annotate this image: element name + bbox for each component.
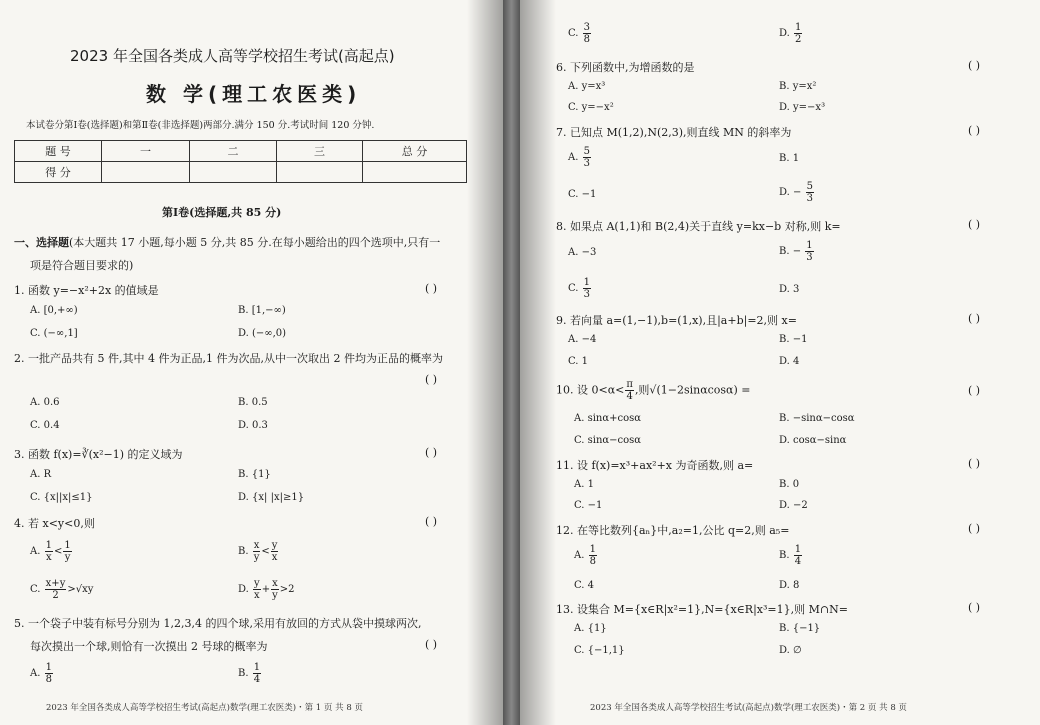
fraction-numerator: 1 xyxy=(45,662,52,673)
instruction-text: (本大题共 17 小题,每小题 5 分,共 85 分.在每小题给出的四个选项中,只有一 xyxy=(69,236,441,249)
fraction xyxy=(253,540,261,563)
answer-paren: ( ) xyxy=(968,522,981,535)
q10-option-a: A. sinα+cosα xyxy=(574,413,641,424)
fraction-denominator: 3 xyxy=(583,158,590,169)
fraction-denominator: 8 xyxy=(45,674,52,685)
q8-option-d: D. 3 xyxy=(779,284,800,295)
q5-stem-line-2: 每次摸出一个球,则恰有一次摸出 2 号球的概率为 xyxy=(30,640,268,653)
answer-paren: ( ) xyxy=(425,515,438,528)
q2-stem: 2. 一批产品共有 5 件,其中 4 件为正品,1 件为次品,从中一次取出 2 件均为正品的概率为 xyxy=(14,352,443,365)
fraction-denominator: y xyxy=(253,552,260,563)
answer-paren: ( ) xyxy=(968,59,981,72)
q1-option-d: D. (−∞,0) xyxy=(238,328,287,339)
answer-paren: ( ) xyxy=(968,312,981,325)
fraction-denominator: 4 xyxy=(253,674,261,685)
fraction xyxy=(583,277,591,300)
q1-option-c: C. (−∞,1] xyxy=(30,328,78,339)
option-label: B. xyxy=(238,668,249,679)
fraction-numerator: y xyxy=(271,540,278,551)
exam-title: 2023 年全国各类成人高等学校招生考试(高起点) xyxy=(70,47,395,65)
q4-stem: 4. 若 x<y<0,则 xyxy=(14,517,95,530)
fraction-denominator: x xyxy=(45,552,52,563)
fraction-numerator: 5 xyxy=(583,146,590,157)
fraction-numerator: π xyxy=(626,379,633,390)
score-table xyxy=(14,140,467,183)
q4-option-d xyxy=(238,578,294,601)
q3-option-a: A. R xyxy=(30,469,52,480)
fraction-numerator: 1 xyxy=(794,544,802,555)
option-label: A. xyxy=(30,668,41,679)
q2-option-b: B. 0.5 xyxy=(238,397,268,408)
score-table-header-row xyxy=(15,141,467,162)
option-label: A. xyxy=(30,546,41,557)
q10-option-d: D. cosα−sinα xyxy=(779,435,847,446)
q6-option-b: B. y=x² xyxy=(779,81,817,92)
q3-stem: 3. 函数 f(x)=∛(x²−1) 的定义域为 xyxy=(14,448,183,461)
fraction-denominator: 8 xyxy=(583,34,591,45)
fraction-numerator: y xyxy=(254,578,260,589)
q7-option-a xyxy=(568,146,592,169)
score-cell: 得 分 xyxy=(15,162,102,183)
page-footer: 2023 年全国各类成人高等学校招生考试(高起点)数学(理工农医类)・第 2 页 共 8 页 xyxy=(590,703,907,713)
q13-option-b: B. {−1} xyxy=(779,623,821,634)
q5-option-b xyxy=(238,662,262,685)
fraction-numerator: 1 xyxy=(64,540,71,551)
fraction-numerator: x xyxy=(253,540,260,551)
q7-stem: 7. 已知点 M(1,2),N(2,3),则直线 MN 的斜率为 xyxy=(556,126,792,139)
answer-paren: ( ) xyxy=(968,384,981,397)
fraction-denominator: x xyxy=(254,590,260,601)
q13-option-d: D. ∅ xyxy=(779,645,802,656)
score-cell: 三 xyxy=(277,141,363,162)
fraction xyxy=(806,181,814,204)
q3-option-b: B. {1} xyxy=(238,469,271,480)
fraction xyxy=(583,146,591,169)
fraction-numerator: 1 xyxy=(583,277,591,288)
q11-stem: 11. 设 f(x)=x³+ax²+x 为奇函数,则 a= xyxy=(556,459,754,472)
option-label: D. xyxy=(238,584,249,595)
instruction-line-1 xyxy=(14,234,440,250)
fraction xyxy=(583,22,591,45)
option-label: C. xyxy=(568,283,579,294)
q13-option-a: A. {1} xyxy=(574,623,607,634)
fraction-numerator: 1 xyxy=(45,540,52,551)
q7-option-c: C. −1 xyxy=(568,189,597,200)
stem-text: ,则√(1−2sinαcosα) = xyxy=(634,383,751,397)
q1-stem: 1. 函数 y=−x²+2x 的值域是 xyxy=(14,284,159,297)
answer-paren: ( ) xyxy=(968,124,981,137)
operator: < xyxy=(53,546,63,557)
left-page xyxy=(0,0,503,725)
q12-option-a xyxy=(574,544,598,567)
answer-paren: ( ) xyxy=(968,218,981,231)
q5-option-a xyxy=(30,662,54,685)
stem-text: 10. 设 0<α< xyxy=(556,383,625,397)
fraction-denominator: y xyxy=(272,590,278,601)
score-cell: 总 分 xyxy=(363,141,467,162)
q8-option-b xyxy=(779,240,815,263)
option-label: D. xyxy=(779,28,790,39)
book-gutter xyxy=(503,0,520,725)
q3-option-c: C. {x||x|≤1} xyxy=(30,492,93,503)
expression: >√xy xyxy=(67,584,94,595)
fraction-numerator: 1 xyxy=(795,22,802,33)
q12-option-b xyxy=(779,544,803,567)
q9-stem: 9. 若向量 a=(1,−1),b=(1,x),且|a+b|=2,则 x= xyxy=(556,314,797,327)
q5-option-d xyxy=(779,22,803,45)
q4-option-c xyxy=(30,578,93,601)
q9-option-d: D. 4 xyxy=(779,356,800,367)
fraction-denominator: x xyxy=(271,552,278,563)
fraction-numerator: 1 xyxy=(589,544,596,555)
fraction xyxy=(253,662,261,685)
expression: >2 xyxy=(279,584,295,595)
q11-option-c: C. −1 xyxy=(574,500,603,511)
q12-stem: 12. 在等比数列{aₙ}中,a₂=1,公比 q=2,则 a₅= xyxy=(556,524,790,537)
q6-option-a: A. y=x³ xyxy=(568,81,606,92)
fraction-numerator: 1 xyxy=(253,662,261,673)
fraction xyxy=(271,540,279,563)
fraction-denominator: 8 xyxy=(589,556,596,567)
fraction-numerator: 3 xyxy=(583,22,591,33)
fraction-denominator: 3 xyxy=(583,289,591,300)
subject-title: 数 学(理工农医类) xyxy=(146,82,362,106)
q4-option-a xyxy=(30,540,73,563)
option-label: B. − xyxy=(779,246,802,257)
fraction-denominator: 4 xyxy=(626,391,633,402)
q9-option-c: C. 1 xyxy=(568,356,589,367)
fraction xyxy=(63,540,71,563)
score-cell xyxy=(190,162,277,183)
option-label: C. xyxy=(568,28,579,39)
fraction xyxy=(625,379,634,402)
score-cell: 题 号 xyxy=(15,141,102,162)
option-label: B. xyxy=(238,546,249,557)
score-table-row xyxy=(15,162,467,183)
score-cell xyxy=(363,162,467,183)
fraction xyxy=(271,578,279,601)
fraction xyxy=(805,240,813,263)
q10-stem xyxy=(556,379,751,402)
fraction xyxy=(253,578,261,601)
q11-option-b: B. 0 xyxy=(779,479,800,490)
q9-option-b: B. −1 xyxy=(779,334,808,345)
answer-paren: ( ) xyxy=(425,446,438,459)
q8-option-c xyxy=(568,277,592,300)
option-label: D. − xyxy=(779,187,802,198)
q13-option-c: C. {−1,1} xyxy=(574,645,625,656)
fraction xyxy=(45,578,67,601)
fraction-denominator: y xyxy=(64,552,71,563)
fraction-numerator: x+y xyxy=(45,578,66,589)
q1-option-a: A. [0,+∞) xyxy=(30,305,78,316)
q8-option-a: A. −3 xyxy=(568,247,597,258)
answer-paren: ( ) xyxy=(425,282,438,295)
q2-option-c: C. 0.4 xyxy=(30,420,60,431)
answer-paren: ( ) xyxy=(425,638,438,651)
operator: < xyxy=(261,546,270,557)
q4-option-b xyxy=(238,540,279,563)
fraction-denominator: 3 xyxy=(806,193,813,204)
fraction-numerator: x xyxy=(272,578,278,589)
fraction xyxy=(589,544,597,567)
instruction-head: 一、选择题 xyxy=(14,236,69,249)
fraction-numerator: 1 xyxy=(806,240,813,251)
page-footer: 2023 年全国各类成人高等学校招生考试(高起点)数学(理工农医类)・第 1 页 共 8 页 xyxy=(46,703,363,713)
q11-option-d: D. −2 xyxy=(779,500,808,511)
fraction-denominator: 3 xyxy=(806,252,813,263)
answer-paren: ( ) xyxy=(968,457,981,470)
q2-option-d: D. 0.3 xyxy=(238,420,268,431)
score-cell: 一 xyxy=(102,141,190,162)
q13-stem: 13. 设集合 M={x∈R|x²=1},N={x∈R|x³=1},则 M∩N= xyxy=(556,603,848,616)
instruction-line-2: 项是符合题目要求的) xyxy=(30,259,134,272)
q12-option-c: C. 4 xyxy=(574,580,595,591)
exam-intro: 本试卷分第Ⅰ卷(选择题)和第Ⅱ卷(非选择题)两部分.满分 150 分.考试时间 120 分钟. xyxy=(26,120,375,131)
q12-option-d: D. 8 xyxy=(779,580,800,591)
fraction xyxy=(794,544,802,567)
q5-stem-line-1: 5. 一个袋子中装有标号分别为 1,2,3,4 的四个球,采用有放回的方式从袋中摸球两次, xyxy=(14,617,422,630)
score-cell: 二 xyxy=(190,141,277,162)
q5-option-c xyxy=(568,22,592,45)
score-cell xyxy=(102,162,190,183)
q3-option-d: D. {x| |x|≥1} xyxy=(238,492,305,503)
q10-option-c: C. sinα−cosα xyxy=(574,435,642,446)
q6-option-c: C. y=−x² xyxy=(568,102,614,113)
option-label: B. xyxy=(779,550,790,561)
fraction-numerator: 5 xyxy=(806,181,813,192)
option-label: C. xyxy=(30,584,41,595)
option-label: A. xyxy=(574,550,585,561)
q2-option-a: A. 0.6 xyxy=(30,397,60,408)
q6-option-d: D. y=−x³ xyxy=(779,102,826,113)
fraction xyxy=(45,540,53,563)
q9-option-a: A. −4 xyxy=(568,334,597,345)
q11-option-a: A. 1 xyxy=(574,479,594,490)
q6-stem: 6. 下列函数中,为增函数的是 xyxy=(556,61,695,74)
fraction-denominator: 2 xyxy=(795,34,802,45)
fraction-denominator: 4 xyxy=(794,556,802,567)
fraction xyxy=(45,662,53,685)
answer-paren: ( ) xyxy=(968,601,981,614)
score-cell xyxy=(277,162,363,183)
section-title: 第Ⅰ卷(选择题,共 85 分) xyxy=(162,206,282,219)
option-label: A. xyxy=(568,152,579,163)
fraction-denominator: 2 xyxy=(52,590,59,601)
answer-paren: ( ) xyxy=(425,373,438,386)
right-page xyxy=(520,0,1040,725)
q7-option-d xyxy=(779,181,815,204)
q8-stem: 8. 如果点 A(1,1)和 B(2,4)关于直线 y=kx−b 对称,则 k= xyxy=(556,220,841,233)
operator: + xyxy=(261,584,271,595)
q10-option-b: B. −sinα−cosα xyxy=(779,413,855,424)
q7-option-b: B. 1 xyxy=(779,153,800,164)
fraction xyxy=(794,22,802,45)
q1-option-b: B. [1,−∞) xyxy=(238,305,286,316)
